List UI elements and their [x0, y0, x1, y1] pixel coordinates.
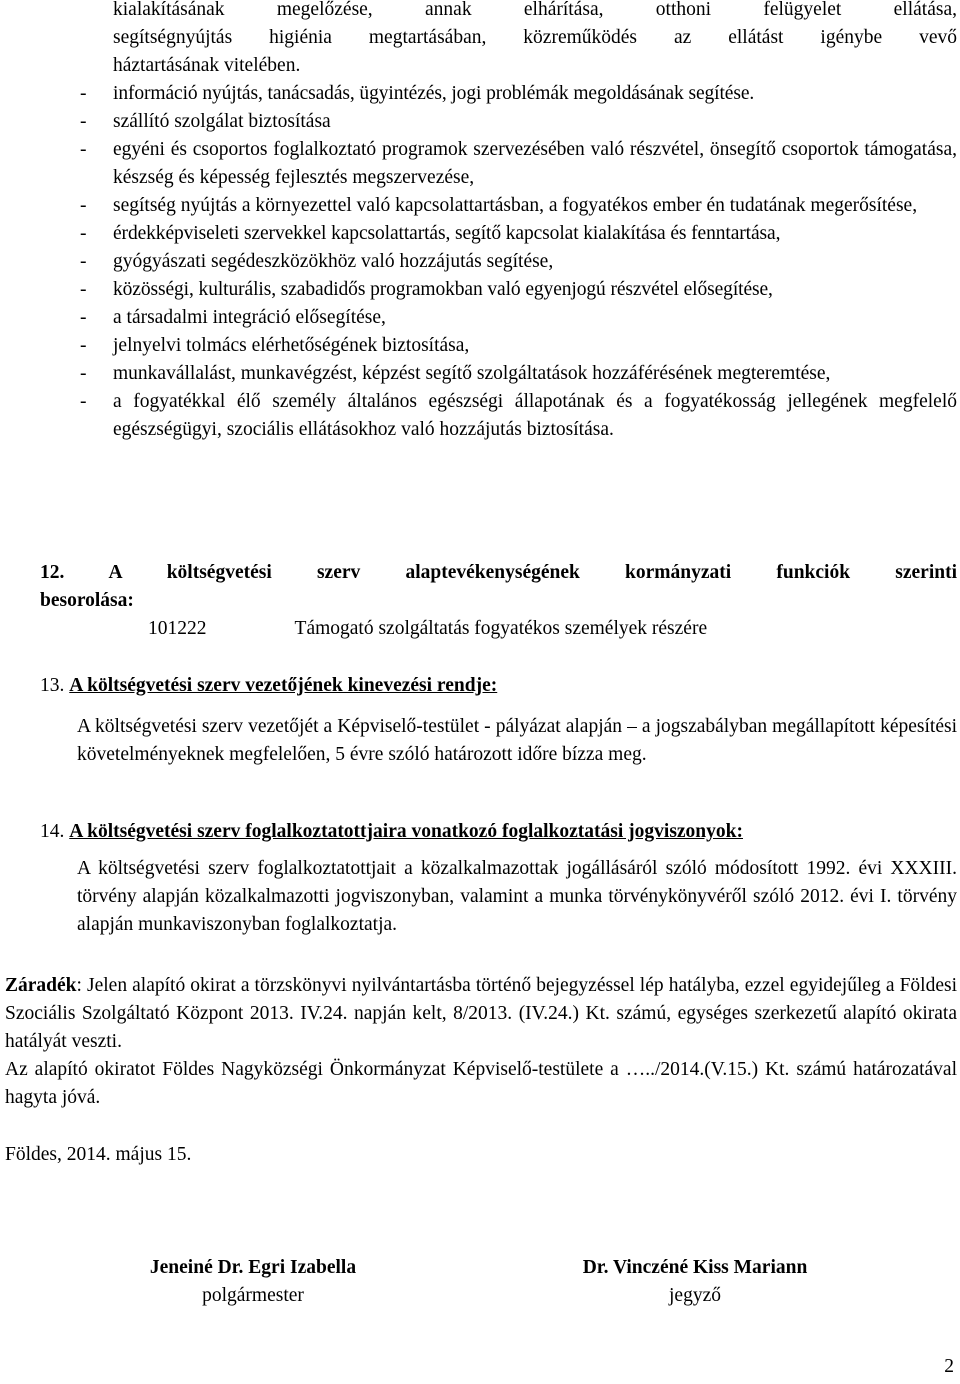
- list-item: [80, 304, 957, 332]
- list-item-text: gyógyászati segédeszközökhöz való hozzájutás segítése,: [113, 251, 554, 272]
- list-item: [80, 192, 957, 220]
- clause: [5, 972, 957, 1112]
- list-item: [80, 220, 957, 248]
- signatory-name: Jeneiné Dr. Egri Izabella: [149, 1257, 357, 1278]
- bullet-dash: -: [80, 307, 87, 328]
- list-item-text: érdekképviseleti szervekkel kapcsolattartás, segítő kapcsolat kialakítása és fenntartása,: [113, 223, 781, 244]
- clause-label: Záradék: [5, 975, 77, 996]
- list-item: [80, 332, 957, 360]
- list-item-text: jelnyelvi tolmács elérhetőségének biztosítása,: [113, 335, 470, 356]
- list-item: [80, 388, 957, 444]
- list-item-text: segítség nyújtás a környezettel való kapcsolattartásban, a fogyatékos ember én tudatának megerősítése,: [113, 195, 918, 216]
- list-item: [80, 248, 957, 276]
- clause-text: : Jelen alapító okirat a törzskönyvi nyilvántartásba történő bejegyzéssel lép hatályba, ezzel egyidejűleg a Földesi Szociális Szolgáltató Központ 2013. IV.24. napján kelt, 8/2013. (IV.24.) Kt. számú, egységes szerkezetű alapító okirata hatályát veszti.: [5, 975, 957, 1052]
- section-14-heading: [40, 818, 957, 846]
- list-item-text: a társadalmi integráció elősegítése,: [113, 307, 386, 328]
- clause-approval: Az alapító okiratot Földes Nagyközségi Önkormányzat Képviselő-testülete a …../2014.(V.15.) Kt. számú határozatával hagyta jóvá.: [5, 1059, 957, 1108]
- continuation-line: háztartásának vitelében.: [113, 55, 301, 76]
- list-item: [80, 136, 957, 192]
- continuation-line: segítségnyújtás higiénia megtartásában, közreműködés az ellátást igénybe vevő: [113, 27, 957, 48]
- list-item: [80, 80, 957, 108]
- list-item-text: szállító szolgálat biztosítása: [113, 111, 331, 132]
- list-item: [80, 276, 957, 304]
- section-13-heading-text: A költségvetési szerv vezetőjének kinevezési rendje:: [69, 675, 498, 696]
- list-item-text: információ nyújtás, tanácsadás, ügyintézés, jogi problémák megoldásának segítése.: [113, 83, 755, 104]
- section-13: [40, 672, 957, 769]
- section-13-heading: [40, 672, 957, 700]
- section-14-heading-text: A költségvetési szerv foglalkoztatottjaira vonatkozó foglalkoztatási jogviszonyok:: [69, 821, 743, 842]
- continuation-line: kialakításának megelőzése, annak elhárítása, otthoni felügyelet ellátása,: [113, 0, 957, 20]
- list-item-text: munkavállalást, munkavégzést, képzést segítő szolgáltatások hozzáférésének megteremtése,: [113, 363, 831, 384]
- list-item: [80, 108, 957, 136]
- section-12-heading-line1: A költségvetési szerv alaptevékenységének kormányzati funkciók szerinti: [108, 562, 957, 583]
- section-12: [40, 559, 957, 643]
- function-name: Támogató szolgáltatás fogyatékos személyek részére: [294, 618, 708, 639]
- bullet-dash: -: [80, 139, 87, 160]
- bullet-dash: -: [80, 111, 87, 132]
- bullet-dash: -: [80, 391, 87, 412]
- bullet-dash: -: [80, 279, 87, 300]
- bullet-dash: -: [80, 195, 87, 216]
- section-number: 12.: [40, 562, 65, 583]
- section-12-heading-line2: besorolása:: [40, 590, 134, 611]
- section-number: 13.: [40, 675, 65, 696]
- list-item: [80, 360, 957, 388]
- function-row: [148, 615, 957, 643]
- signature-block-notary: [545, 1254, 845, 1310]
- service-bullet-list: [80, 0, 957, 444]
- clause-paragraph: [5, 972, 957, 1056]
- signatory-title: jegyző: [669, 1285, 721, 1306]
- page-number: 2: [944, 1356, 954, 1377]
- signature-block-mayor: [118, 1254, 388, 1310]
- function-code: 101222: [148, 618, 207, 639]
- signatory-title: polgármester: [202, 1285, 304, 1306]
- bullet-dash: -: [80, 335, 87, 356]
- section-13-body: A költségvetési szerv vezetőjét a Képviselő-testület - pályázat alapján – a jogszabályban megállapított képesítési követelményeknek megfelelően, 5 évre szóló határozott időre bízza meg.: [77, 716, 957, 765]
- bullet-dash: -: [80, 83, 87, 104]
- signatory-name: Dr. Vinczéné Kiss Mariann: [582, 1257, 808, 1278]
- list-item-text: egyéni és csoportos foglalkoztató programok szervezésében való részvétel, önsegítő csoportok támogatása, készség és képesség fejlesztés megszervezése,: [113, 139, 957, 188]
- section-14-body: A költségvetési szerv foglalkoztatottjait a közalkalmazottak jogállásáról szóló módosított 1992. évi XXXIII. törvény alapján közalkalmazotti jogviszonyban, valamint a munka törvénykönyvéről szóló 2012. évi I. törvény alapján munkaviszonyban foglalkoztatja.: [77, 858, 957, 935]
- list-item-text: közösségi, kulturális, szabadidős programokban való egyenjogú részvétel elősegítése,: [113, 279, 773, 300]
- section-12-heading: [40, 559, 957, 587]
- bullet-dash: -: [80, 363, 87, 384]
- list-item-text: a fogyatékkal élő személy általános egészségi állapotának és a fogyatékosság jellegének megfelelő egészségügyi, szociális ellátásokhoz való hozzájutás biztosítása.: [113, 391, 957, 440]
- bullet-dash: -: [80, 251, 87, 272]
- section-number: 14.: [40, 821, 65, 842]
- place-date: Földes, 2014. május 15.: [5, 1144, 192, 1165]
- section-14: [40, 818, 957, 939]
- bullet-dash: -: [80, 223, 87, 244]
